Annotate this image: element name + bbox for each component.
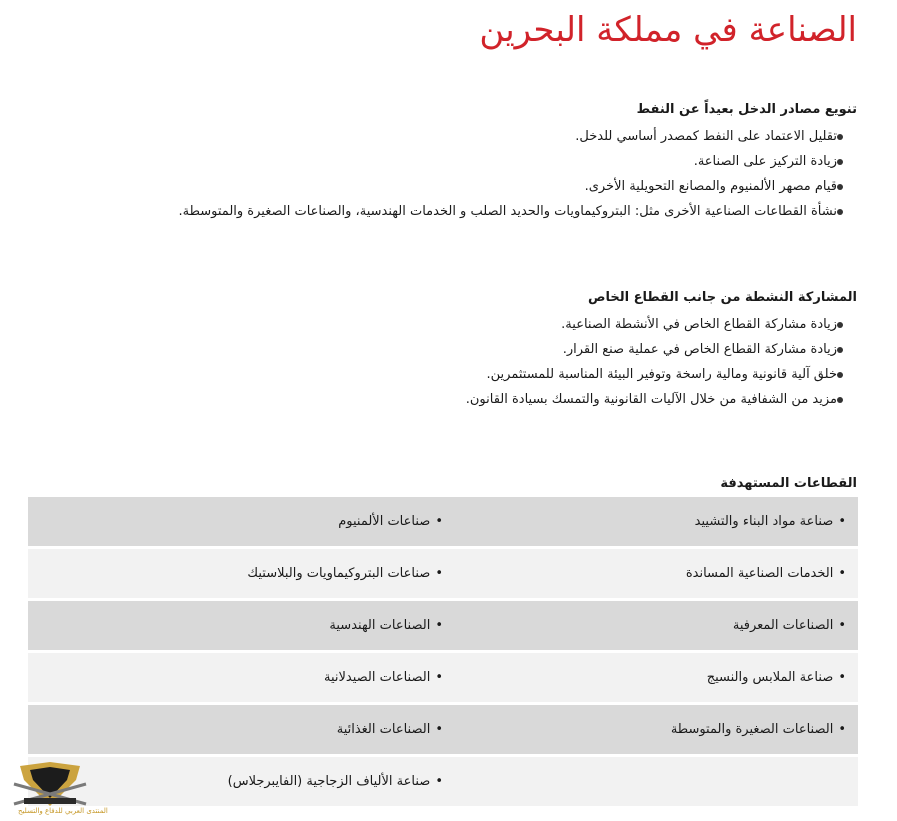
table-cell [28,601,443,650]
list-item [466,362,857,387]
bullet-icon [837,184,843,190]
sector-label: الصناعات الصيدلانية [323,670,431,685]
bullet-icon: • [435,566,443,581]
sector-label: صناعات البتروكيماويات والبلاستيك [247,566,431,581]
table-row [28,757,858,806]
bullet-icon: • [435,514,443,529]
table-cell [443,653,858,702]
table-cell [443,497,858,546]
bullet-icon: • [838,722,846,737]
table-cell [443,601,858,650]
sector-label: الصناعات الهندسية [329,618,431,633]
income-diversification-list [179,124,858,224]
bullet-icon [837,372,843,378]
list-item-text: زيادة التركيز على الصناعة. [693,154,837,169]
bullet-icon [837,159,843,165]
sector-label: الخدمات الصناعية المساندة [685,566,834,581]
bullet-icon: • [838,618,846,633]
table-cell [28,705,443,754]
list-item-text: زيادة مشاركة القطاع الخاص في الأنشطة الصناعية. [561,317,837,332]
sector-label: صناعة مواد البناء والتشييد [694,514,834,529]
sector-label: صناعة الملابس والنسيج [706,670,834,685]
page-title: الصناعة في مملكة البحرين [479,10,857,50]
bullet-icon: • [435,670,443,685]
list-item-text: مزيد من الشفافية من خلال الآليات القانونية والتمسك بسيادة القانون. [465,392,837,407]
sector-label: صناعة الألياف الزجاجية (الفايبرجلاس) [227,774,431,789]
list-item [466,337,857,362]
bullet-icon [837,347,843,353]
sector-label: الصناعات الصغيرة والمتوسطة [670,722,834,737]
table-row [28,549,858,598]
list-item-text: تقليل الاعتماد على النفط كمصدر أساسي للدخل. [575,129,837,144]
section-heading-target-sectors: القطاعات المستهدفة [720,476,857,491]
bullet-icon: • [435,618,443,633]
list-item [179,199,858,224]
list-item [179,174,858,199]
table-row [28,705,858,754]
bullet-icon: • [435,722,443,737]
list-item [466,387,857,412]
table-row [28,601,858,650]
bullet-icon: • [838,566,846,581]
list-item-text: نشأة القطاعات الصناعية الأخرى مثل: البتروكيماويات والحديد الصلب و الخدمات الهندسية، والصناعات الصغيرة والمتوسطة. [178,204,837,219]
target-sectors-table [28,497,858,809]
sector-label: صناعات الألمنيوم [338,514,431,529]
table-cell [28,497,443,546]
table-cell [443,757,858,806]
sector-label: الصناعات المعرفية [732,618,834,633]
bullet-icon: • [435,774,443,789]
bullet-icon [837,134,843,140]
bullet-icon: • [838,514,846,529]
list-item [179,149,858,174]
bullet-icon [837,322,843,328]
section-heading-income-diversification: تنويع مصادر الدخل بعيداً عن النفط [636,102,857,117]
table-cell [443,549,858,598]
list-item-text: زيادة مشاركة القطاع الخاص في عملية صنع القرار. [562,342,837,357]
table-cell [443,705,858,754]
list-item [179,124,858,149]
table-cell [28,653,443,702]
bullet-icon [837,209,843,215]
bullet-icon [837,397,843,403]
list-item-text: خلق آلية قانونية ومالية راسخة وتوفير البيئة المناسبة للمستثمرين. [486,367,837,382]
bullet-icon: • [838,670,846,685]
list-item-text: قيام مصهر الألمنيوم والمصانع التحويلية الأخرى. [584,179,837,194]
watermark-text: المنتدى العربي للدفاع والتسليح [18,807,108,815]
private-sector-list [466,312,857,412]
section-heading-private-sector: المشاركة النشطة من جانب القطاع الخاص [588,290,857,305]
table-row [28,497,858,546]
table-cell [28,549,443,598]
sector-label: الصناعات الغذائية [336,722,431,737]
list-item [466,312,857,337]
table-cell [28,757,443,806]
table-row [28,653,858,702]
